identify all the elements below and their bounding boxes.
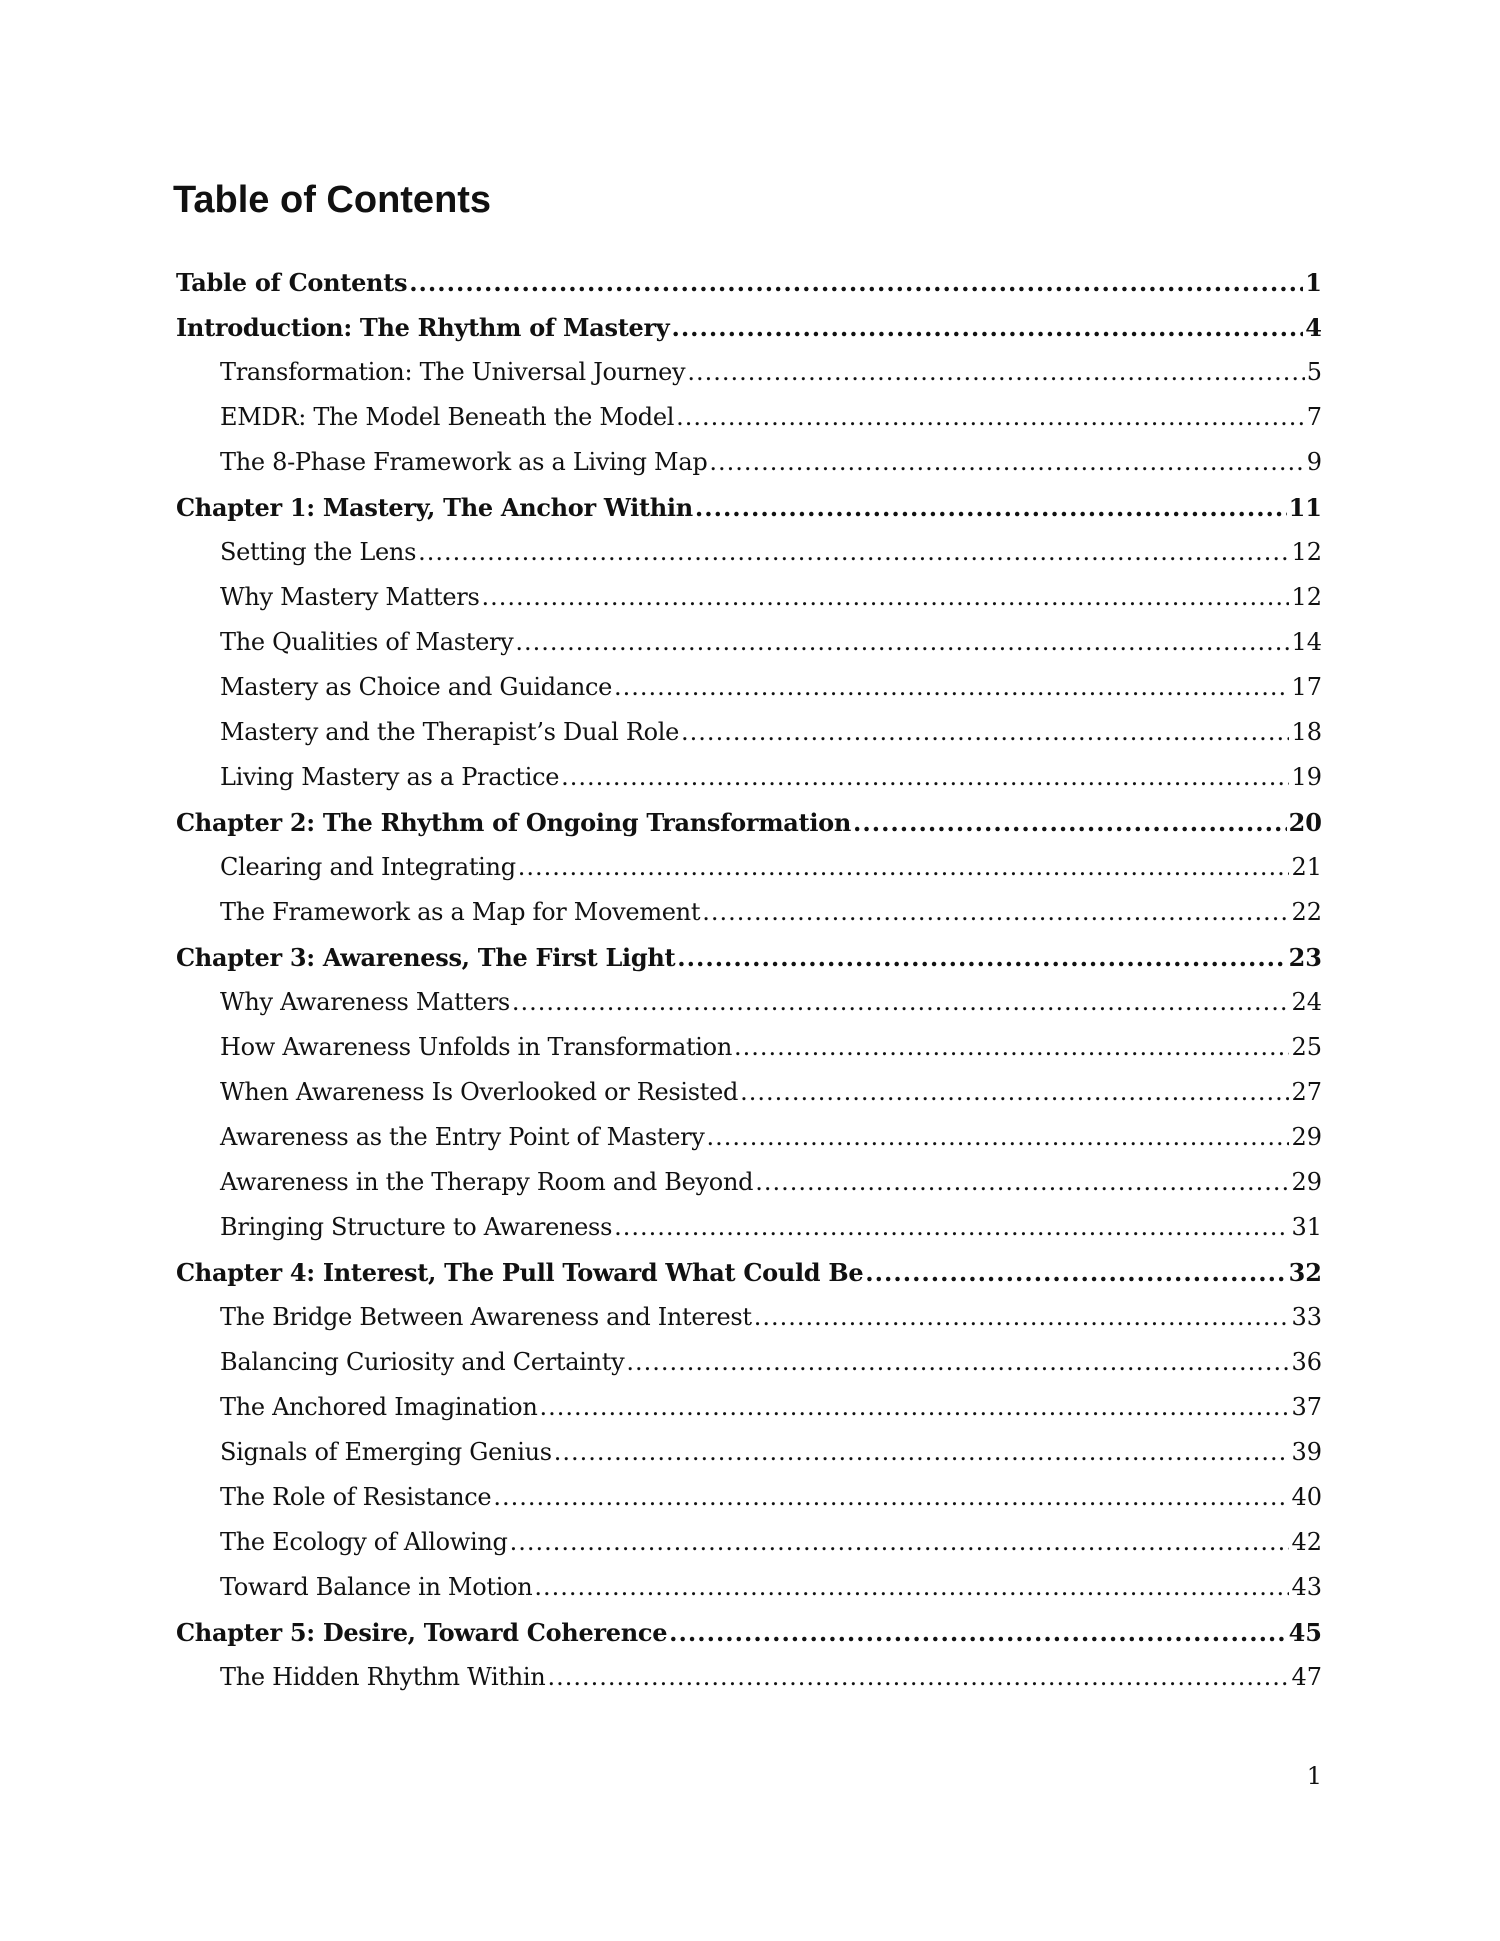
entry-page-number: 32 bbox=[1288, 1258, 1322, 1287]
entry-title: Chapter 2: The Rhythm of Ongoing Transformation bbox=[176, 808, 851, 837]
entry-page-number: 29 bbox=[1291, 1168, 1322, 1196]
entry-page-number: 27 bbox=[1291, 1078, 1322, 1106]
entry-title: Signals of Emerging Genius bbox=[220, 1438, 552, 1466]
toc-section-entry[interactable] bbox=[176, 710, 1322, 755]
toc-section-entry[interactable] bbox=[176, 755, 1322, 800]
dot-leader bbox=[493, 1475, 1289, 1520]
toc-section-entry[interactable] bbox=[176, 1070, 1322, 1115]
entry-page-number: 11 bbox=[1288, 493, 1322, 522]
entry-title: Chapter 5: Desire, Toward Coherence bbox=[176, 1618, 668, 1647]
dot-leader bbox=[754, 1295, 1290, 1340]
dot-leader bbox=[669, 1610, 1286, 1655]
entry-title: Transformation: The Universal Journey bbox=[220, 358, 686, 386]
entry-page-number: 24 bbox=[1291, 988, 1322, 1016]
entry-page-number: 12 bbox=[1291, 538, 1322, 566]
entry-page-number: 18 bbox=[1291, 718, 1322, 746]
toc-section-entry[interactable] bbox=[176, 845, 1322, 890]
dot-leader bbox=[707, 1115, 1290, 1160]
entry-page-number: 37 bbox=[1291, 1393, 1322, 1421]
toc-section-entry[interactable] bbox=[176, 665, 1322, 710]
toc-chapter-entry[interactable] bbox=[176, 260, 1322, 305]
toc-section-entry[interactable] bbox=[176, 395, 1322, 440]
entry-title: Chapter 3: Awareness, The First Light bbox=[176, 943, 676, 972]
entry-title: Chapter 1: Mastery, The Anchor Within bbox=[176, 493, 693, 522]
dot-leader bbox=[676, 395, 1305, 440]
dot-leader bbox=[740, 1070, 1289, 1115]
toc-section-entry[interactable] bbox=[176, 1160, 1322, 1205]
toc-section-entry[interactable] bbox=[176, 1565, 1322, 1610]
entry-title: The 8-Phase Framework as a Living Map bbox=[220, 448, 708, 476]
toc-chapter-entry[interactable] bbox=[176, 800, 1322, 845]
entry-page-number: 12 bbox=[1291, 583, 1322, 611]
toc-chapter-entry[interactable] bbox=[176, 935, 1322, 980]
dot-leader bbox=[614, 665, 1289, 710]
entry-title: The Framework as a Map for Movement bbox=[220, 898, 701, 926]
dot-leader bbox=[614, 1205, 1289, 1250]
dot-leader bbox=[681, 710, 1289, 755]
entry-page-number: 20 bbox=[1288, 808, 1322, 837]
entry-title: The Anchored Imagination bbox=[220, 1393, 538, 1421]
entry-title: Toward Balance in Motion bbox=[220, 1573, 533, 1601]
entry-title: Awareness as the Entry Point of Mastery bbox=[220, 1123, 705, 1151]
entry-title: Why Mastery Matters bbox=[220, 583, 480, 611]
entry-page-number: 40 bbox=[1291, 1483, 1322, 1511]
dot-leader bbox=[695, 485, 1287, 530]
toc-section-entry[interactable] bbox=[176, 980, 1322, 1025]
entry-title: EMDR: The Model Beneath the Model bbox=[220, 403, 675, 431]
dot-leader bbox=[687, 350, 1304, 395]
dot-leader bbox=[554, 1430, 1290, 1475]
entry-page-number: 22 bbox=[1291, 898, 1322, 926]
toc-chapter-entry[interactable] bbox=[176, 1250, 1322, 1295]
dot-leader bbox=[709, 440, 1304, 485]
dot-leader bbox=[755, 1160, 1289, 1205]
entry-title: Introduction: The Rhythm of Mastery bbox=[176, 313, 670, 342]
dot-leader bbox=[512, 980, 1290, 1025]
dot-leader bbox=[409, 260, 1303, 305]
entry-title: When Awareness Is Overlooked or Resisted bbox=[220, 1078, 739, 1106]
entry-title: The Role of Resistance bbox=[220, 1483, 492, 1511]
entry-title: Clearing and Integrating bbox=[220, 853, 516, 881]
toc-section-entry[interactable] bbox=[176, 1340, 1322, 1385]
dot-leader bbox=[734, 1025, 1289, 1070]
dot-leader bbox=[547, 1655, 1289, 1700]
toc-section-entry[interactable] bbox=[176, 1655, 1322, 1700]
entry-page-number: 14 bbox=[1291, 628, 1322, 656]
dot-leader bbox=[702, 890, 1289, 935]
entry-title: The Bridge Between Awareness and Interest bbox=[220, 1303, 752, 1331]
entry-page-number: 36 bbox=[1291, 1348, 1322, 1376]
toc-section-entry[interactable] bbox=[176, 1025, 1322, 1070]
dot-leader bbox=[865, 1250, 1286, 1295]
toc-section-entry[interactable] bbox=[176, 1205, 1322, 1250]
page-title: Table of Contents bbox=[173, 179, 492, 221]
toc-chapter-entry[interactable] bbox=[176, 305, 1322, 350]
entry-page-number: 19 bbox=[1291, 763, 1322, 791]
entry-page-number: 43 bbox=[1291, 1573, 1322, 1601]
page-number: 1 bbox=[1306, 1762, 1322, 1790]
entry-title: The Qualities of Mastery bbox=[220, 628, 514, 656]
dot-leader bbox=[671, 305, 1303, 350]
entry-page-number: 33 bbox=[1291, 1303, 1322, 1331]
dot-leader bbox=[481, 575, 1289, 620]
table-of-contents bbox=[176, 260, 1322, 1700]
dot-leader bbox=[518, 845, 1290, 890]
entry-title: The Hidden Rhythm Within bbox=[220, 1663, 546, 1691]
entry-title: Chapter 4: Interest, The Pull Toward What Could Be bbox=[176, 1258, 864, 1287]
entry-page-number: 21 bbox=[1291, 853, 1322, 881]
entry-page-number: 17 bbox=[1291, 673, 1322, 701]
toc-section-entry[interactable] bbox=[176, 350, 1322, 395]
toc-chapter-entry[interactable] bbox=[176, 485, 1322, 530]
toc-section-entry[interactable] bbox=[176, 1385, 1322, 1430]
toc-section-entry[interactable] bbox=[176, 1430, 1322, 1475]
entry-title: Setting the Lens bbox=[220, 538, 417, 566]
entry-title: The Ecology of Allowing bbox=[220, 1528, 508, 1556]
toc-section-entry[interactable] bbox=[176, 1475, 1322, 1520]
toc-section-entry[interactable] bbox=[176, 890, 1322, 935]
entry-page-number: 4 bbox=[1305, 313, 1322, 342]
entry-page-number: 29 bbox=[1291, 1123, 1322, 1151]
dot-leader bbox=[534, 1565, 1289, 1610]
toc-section-entry[interactable] bbox=[176, 1115, 1322, 1160]
dot-leader bbox=[510, 1520, 1290, 1565]
entry-page-number: 23 bbox=[1288, 943, 1322, 972]
entry-title: Balancing Curiosity and Certainty bbox=[220, 1348, 625, 1376]
dot-leader bbox=[418, 530, 1289, 575]
entry-page-number: 9 bbox=[1306, 448, 1322, 476]
toc-section-entry[interactable] bbox=[176, 440, 1322, 485]
toc-section-entry[interactable] bbox=[176, 620, 1322, 665]
dot-leader bbox=[561, 755, 1289, 800]
toc-section-entry[interactable] bbox=[176, 1295, 1322, 1340]
entry-title: Living Mastery as a Practice bbox=[220, 763, 560, 791]
entry-title: Bringing Structure to Awareness bbox=[220, 1213, 613, 1241]
dot-leader bbox=[515, 620, 1289, 665]
toc-section-entry[interactable] bbox=[176, 1520, 1322, 1565]
entry-page-number: 5 bbox=[1306, 358, 1322, 386]
entry-page-number: 42 bbox=[1291, 1528, 1322, 1556]
entry-title: Mastery as Choice and Guidance bbox=[220, 673, 613, 701]
entry-title: How Awareness Unfolds in Transformation bbox=[220, 1033, 732, 1061]
entry-page-number: 39 bbox=[1291, 1438, 1322, 1466]
entry-title: Table of Contents bbox=[176, 268, 408, 297]
dot-leader bbox=[853, 800, 1287, 845]
entry-page-number: 1 bbox=[1305, 268, 1322, 297]
entry-title: Awareness in the Therapy Room and Beyond bbox=[220, 1168, 754, 1196]
entry-title: Why Awareness Matters bbox=[220, 988, 510, 1016]
entry-page-number: 47 bbox=[1291, 1663, 1322, 1691]
entry-title: Mastery and the Therapist’s Dual Role bbox=[220, 718, 680, 746]
toc-chapter-entry[interactable] bbox=[176, 1610, 1322, 1655]
dot-leader bbox=[677, 935, 1286, 980]
entry-page-number: 45 bbox=[1288, 1618, 1322, 1647]
entry-page-number: 7 bbox=[1306, 403, 1322, 431]
dot-leader bbox=[626, 1340, 1289, 1385]
toc-section-entry[interactable] bbox=[176, 575, 1322, 620]
dot-leader bbox=[539, 1385, 1289, 1430]
entry-page-number: 31 bbox=[1291, 1213, 1322, 1241]
toc-section-entry[interactable] bbox=[176, 530, 1322, 575]
entry-page-number: 25 bbox=[1291, 1033, 1322, 1061]
